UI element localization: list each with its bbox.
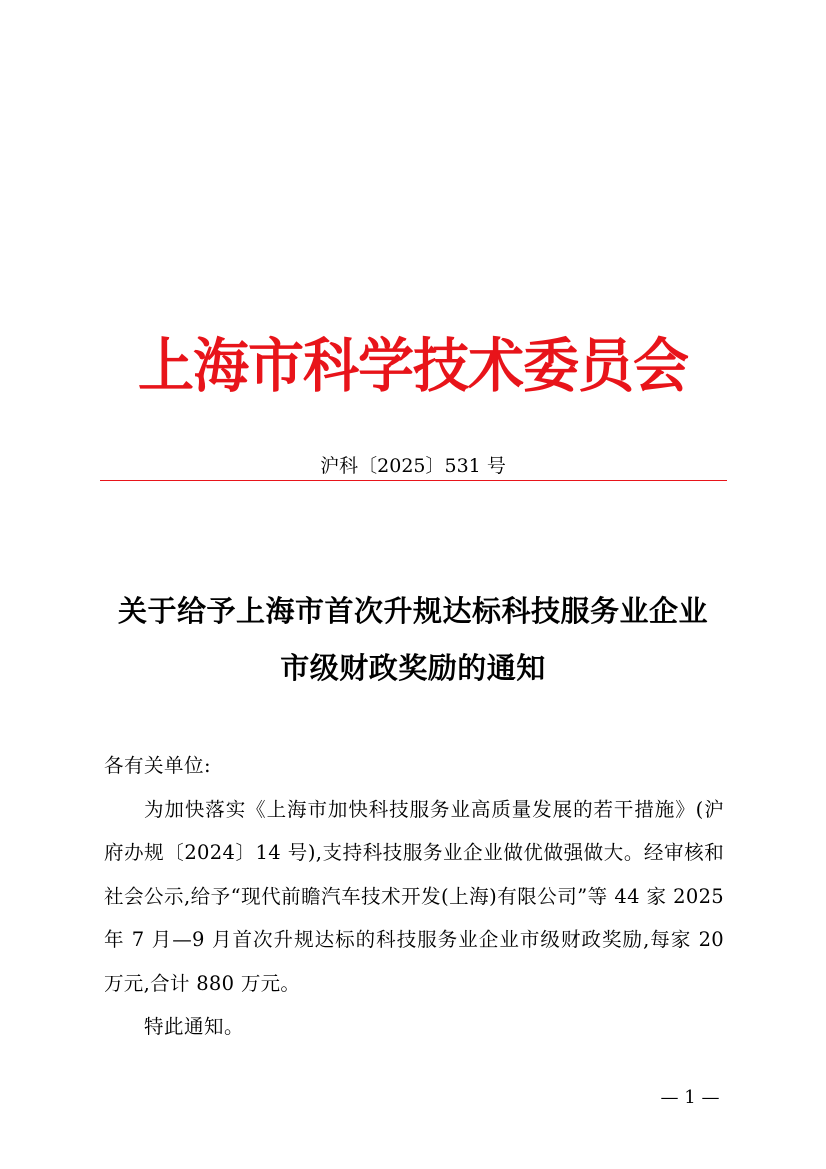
- red-divider-line: [100, 480, 727, 481]
- notice-body: [104, 744, 724, 1049]
- notice-title-line-1: 关于给予上海市首次升规达标科技服务业企业: [117, 594, 708, 628]
- main-paragraph: 为加快落实《上海市加快科技服务业高质量发展的若干措施》(沪府办规〔2024〕14 号),支持科技服务业企业做优做强做大。经审核和社会公示,给予“现代前瞻汽车技术开发(上海)有限公司”等 44 家 2025 年 7 月—9 月首次升规达标的科技服务业企业市级财政奖励,每家 20 万元,合计 880 万元。: [104, 797, 724, 995]
- document-number: 沪科〔2025〕531 号: [320, 455, 506, 477]
- page-number: — 1 —: [660, 1087, 720, 1108]
- notice-title-line-2: 市级财政奖励的通知: [280, 651, 546, 685]
- notice-title: [90, 583, 736, 697]
- closing-remark: 特此通知。: [144, 1015, 245, 1038]
- salutation: 各有关单位:: [104, 754, 212, 777]
- masthead-title: 上海市科学技术委员会: [138, 331, 688, 401]
